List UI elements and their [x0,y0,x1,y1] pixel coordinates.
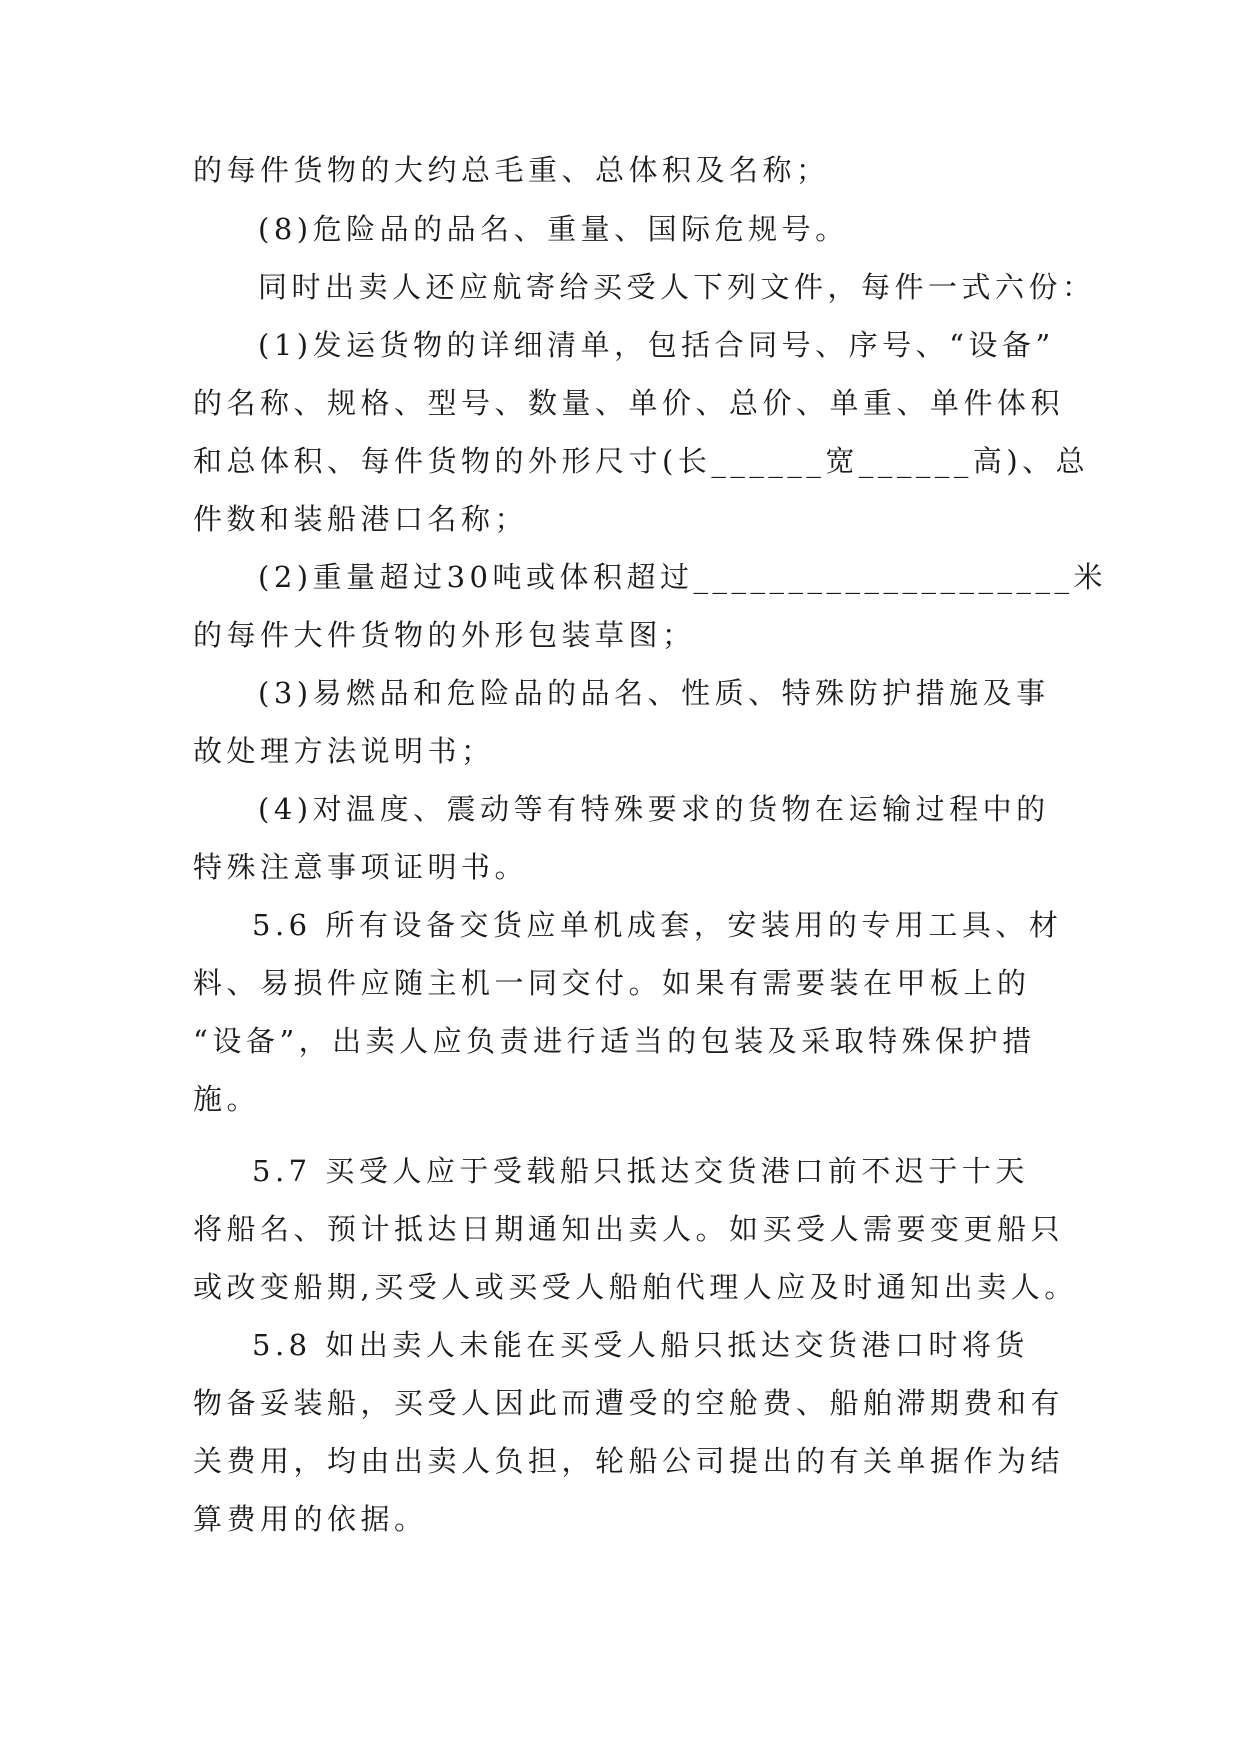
text-line: 料、易损件应随主机一同交付。如果有需要装在甲板上的 [193,966,1031,1000]
text-line: 同时出卖人还应航寄给买受人下列文件，每件一式六份： [258,270,1096,304]
text-line: 特殊注意事项证明书。 [193,850,529,884]
text-line: (3)易燃品和危险品的品名、性质、特殊防护措施及事 [258,676,1050,710]
text-line: 和总体积、每件货物的外形尺寸(长______宽______高)、总 [193,444,1090,478]
text-line: 的名称、规格、型号、数量、单价、总价、单重、单件体积 [193,386,1065,420]
text-line: (8)危险品的品名、重量、国际危规号。 [258,212,849,246]
text-line: (2)重量超过30吨或体积超过____________________米 [258,560,1107,594]
text-line: “设备”，出卖人应负责进行适当的包装及采取特殊保护措 [193,1024,1036,1058]
text-line: 故处理方法说明书； [193,734,495,768]
text-line: 物备妥装船，买受人因此而遭受的空舱费、船舶滞期费和有 [193,1386,1065,1420]
text-line: 5.7 买受人应于受载船只抵达交货港口前不迟于十天 [252,1154,1029,1188]
text-line: 的每件货物的大约总毛重、总体积及名称； [193,153,830,187]
text-line: 算费用的依据。 [193,1502,428,1536]
text-line: 或改变船期,买受人或买受人船舶代理人应及时通知出卖人。 [193,1270,1078,1304]
text-line: 关费用，均由出卖人负担，轮船公司提出的有关单据作为结 [193,1444,1065,1478]
text-line: 施。 [193,1082,261,1116]
text-line: 的每件大件货物的外形包装草图； [193,618,696,652]
text-line: 5.8 如出卖人未能在买受人船只抵达交货港口时将货 [252,1328,1029,1362]
text-line: 将船名、预计抵达日期通知出卖人。如买受人需要变更船只 [193,1212,1065,1246]
text-line: (1)发运货物的详细清单，包括合同号、序号、“设备” [258,328,1055,362]
text-line: (4)对温度、震动等有特殊要求的货物在运输过程中的 [258,792,1050,826]
text-line: 件数和装船港口名称； [193,502,529,536]
text-line: 5.6 所有设备交货应单机成套，安装用的专用工具、材 [252,908,1063,942]
